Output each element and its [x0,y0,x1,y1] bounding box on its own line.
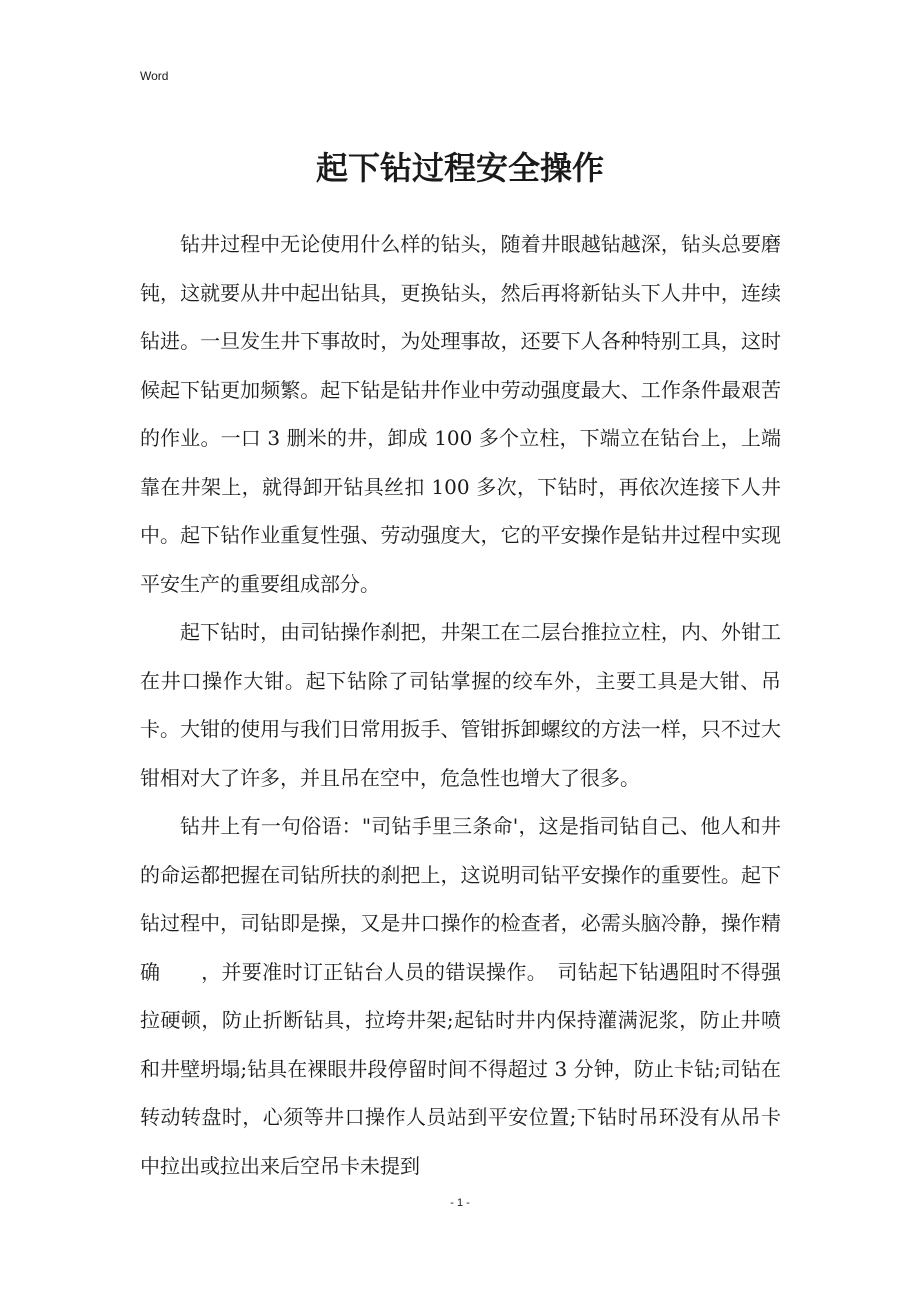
header-label: Word [140,69,169,83]
document-title: 起下钻过程安全操作 [315,149,604,187]
paragraph: 钻井过程中无论使用什么样的钻头，随着井眼越钻越深，钻头总要磨钝，这就要从井中起出钻具，更换钻头，然后再将新钻头下人井中，连续钻进。一旦发生井下事故时，为处理事故，还要下人各种特别工具，这时候起下钻更加频繁。起下钻是钻井作业中劳动强度最大、工作条件最艰苦的作业。一口 3 删米的井，卸成 100 多个立柱，下端立在钻台上，上端靠在井架上，就得卸开钻具丝扣 100 多次，下钻时，再依次连接下人井中。起下钻作业重复性强、劳动强度大，它的平安操作是钻井过程中实现平安生产的重要组成部分。 [140,232,781,596]
paragraph: 钻井上有一句俗语："司钻手里三条命'，这是指司钻自己、他人和井的命运都把握在司钻所扶的刹把上，这说明司钻平安操作的重要性。起下钻过程中，司钻即是操，又是井口操作的检查者，必需头脑冷静，操作精确 ，并要准时订正钻台人员的错误操作。 司钻起下钻遇阻时不得强拉硬顿，防止折断钻具，拉垮井架;起钻时井内保持灌满泥浆，防止井喷和井壁坍塌;钻具在裸眼井段停留时间不得超过 3 分钟，防止卡钻;司钻在转动转盘时，心须等井口操作人员站到平安位置;下钻时吊环没有从吊卡中拉出或拉出来后空吊卡未提到 [140,814,781,1178]
document-body [140,220,781,1190]
page-number: - 1 - [450,1197,470,1209]
paragraph: 起下钻时，由司钻操作刹把，井架工在二层台推拉立柱，内、外钳工在井口操作大钳。起下钻除了司钻掌握的绞车外，主要工具是大钳、吊卡。大钳的使用与我们日常用扳手、管钳拆卸螺纹的方法一样，只不过大钳相对大了许多，并且吊在空中，危急性也增大了很多。 [140,620,781,790]
